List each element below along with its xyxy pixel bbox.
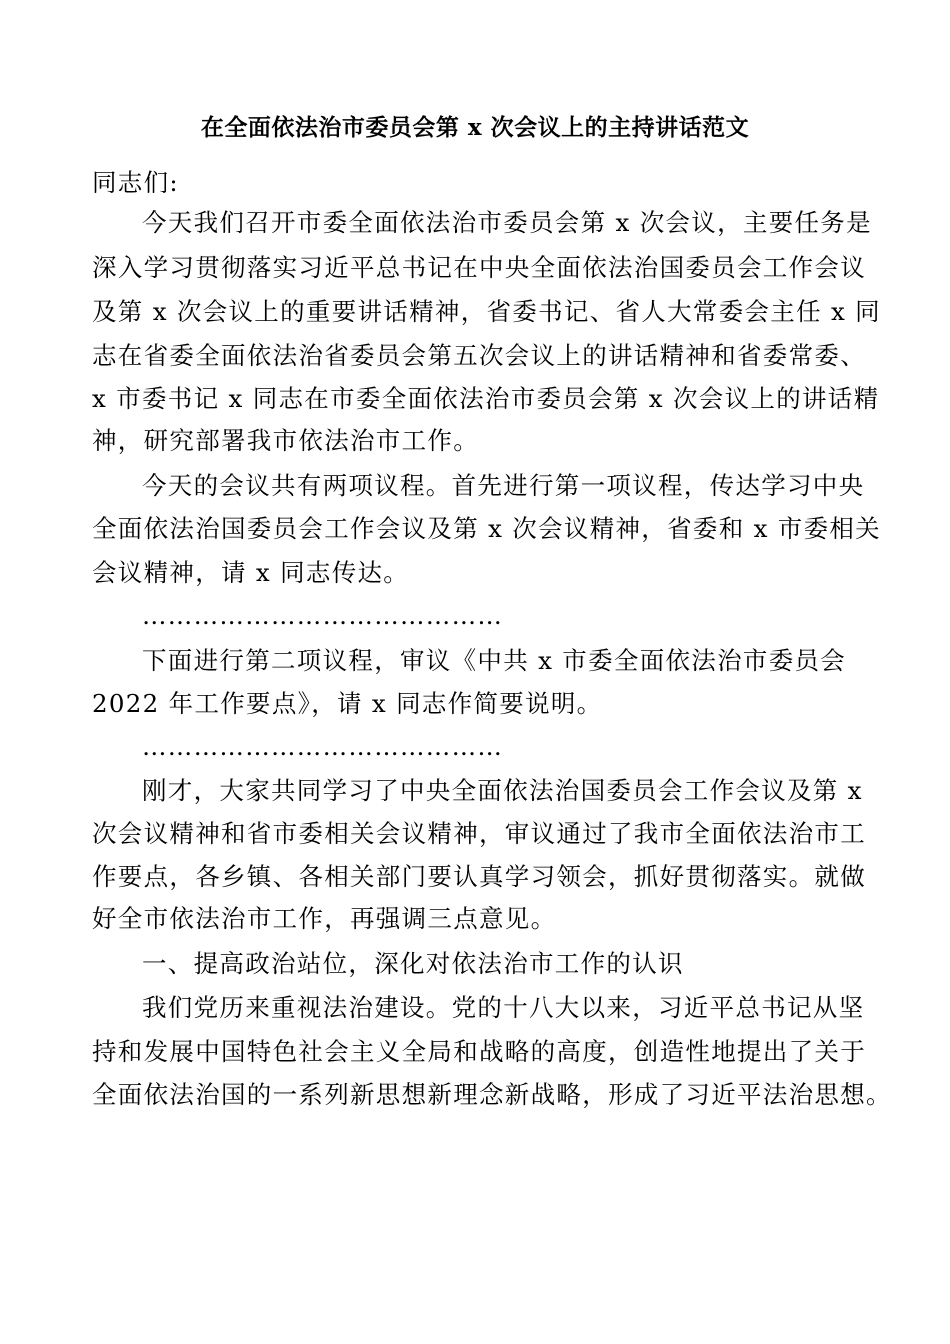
paragraph-line: x 市委书记 x 同志在市委全面依法治市委员会第 x 次会议上的讲话精 [92, 384, 880, 413]
paragraph-line: 会议精神，请 x 同志传达。 [92, 558, 410, 587]
paragraph-line: 好全市依法治市工作，再强调三点意见。 [92, 904, 557, 933]
paragraph-line: 今天的会议共有两项议程。首先进行第一项议程，传达学习中央 [142, 471, 865, 500]
paragraph-line: 刚才，大家共同学习了中央全面依法治国委员会工作会议及第 x [142, 776, 863, 805]
paragraph-line: 次会议精神和省市委相关会议精神，审议通过了我市全面依法治市工 [92, 819, 866, 848]
section-heading: 一、提高政治站位，深化对依法治市工作的认识 [142, 949, 684, 978]
paragraph-line: 下面进行第二项议程，审议《中共 x 市委全面依法治市委员会 [142, 646, 847, 675]
paragraph-line: 及第 x 次会议上的重要讲话精神，省委书记、省人大常委会主任 x 同 [92, 297, 881, 326]
document-title: 在全面依法治市委员会第 x 次会议上的主持讲话范文 [200, 114, 750, 141]
paragraph-line: 志在省委全面依法治省委员会第五次会议上的讲话精神和省委常委、 [92, 341, 866, 370]
paragraph-line: 持和发展中国特色社会主义全局和战略的高度，创造性地提出了关于 [92, 1037, 866, 1066]
paragraph-line: 作要点，各乡镇、各相关部门要认真学习领会，抓好贯彻落实。就做 [92, 862, 866, 891]
paragraph-line: 今天我们召开市委全面依法治市委员会第 x 次会议，主要任务是 [142, 208, 872, 237]
ellipsis-separator: …………………………………… [142, 601, 504, 630]
salutation: 同志们: [92, 168, 179, 197]
paragraph-line: 神，研究部署我市依法治市工作。 [92, 426, 479, 455]
paragraph-line: 全面依法治国委员会工作会议及第 x 次会议精神，省委和 x 市委相关 [92, 514, 881, 543]
paragraph-line: 深入学习贯彻落实习近平总书记在中央全面依法治国委员会工作会议 [92, 253, 866, 282]
paragraph-line: 全面依法治国的一系列新思想新理念新战略，形成了习近平法治思想。 [92, 1080, 892, 1109]
paragraph-line: 2022 年工作要点》，请 x 同志作简要说明。 [92, 689, 603, 718]
ellipsis-separator: …………………………………… [142, 732, 504, 761]
paragraph-line: 我们党历来重视法治建设。党的十八大以来，习近平总书记从坚 [142, 993, 865, 1022]
